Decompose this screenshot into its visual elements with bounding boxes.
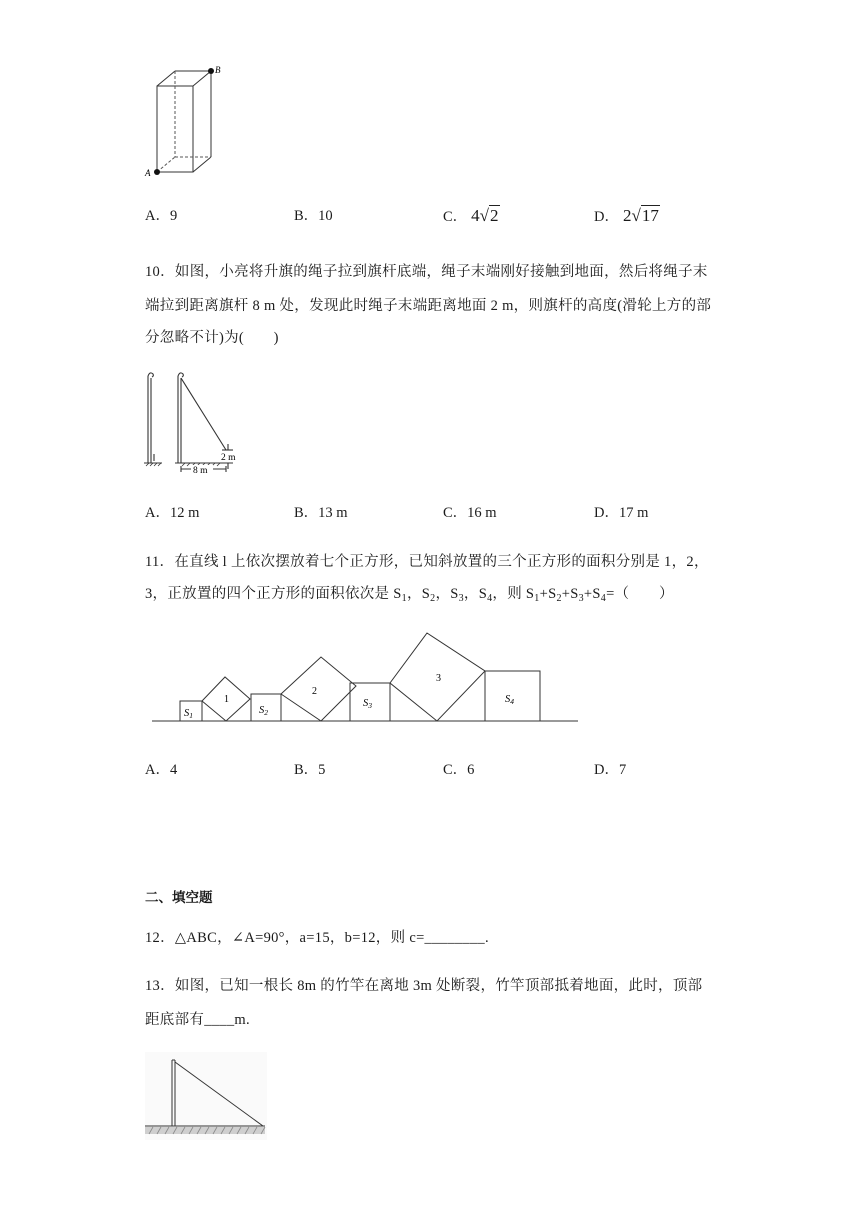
sqrt-icon: √ [479,206,490,225]
bamboo-figure [145,1052,267,1140]
label-a: A [145,168,151,178]
q12-text: 12．△ABC，∠A=90°，a=15，b=12，则 c=________. [145,930,489,946]
flagpole-figure [138,368,248,478]
q13-line-1: 13．如图，已知一根长 8m 的竹竿在离地 3m 处断裂，竹竿顶部抵着地面，此时，顶部 [145,978,703,994]
q11-line-1: 11．在直线 l 上依次摆放着七个正方形，已知斜放置的三个正方形的面积分别是 1，2， [145,554,709,570]
q9-option-b[interactable]: B．10 [294,208,333,224]
q10-line-1: 10．如图，小亮将升旗的绳子拉到旗杆底端，绳子末端刚好接触到地面，然后将绳子末 [145,264,708,280]
q11-option-b[interactable]: B．5 [294,762,326,778]
q10-option-a[interactable]: A．12 m [145,505,200,521]
sqrt-icon: √ [631,206,641,225]
svg-text:S2: S2 [259,705,268,717]
q11-option-c[interactable]: C．6 [443,762,475,778]
tilt-square-2-label: 2 [312,686,317,697]
q9-option-d[interactable]: D． 2√17 [594,206,659,225]
cuboid-figure [140,62,230,182]
q11-line-2: 3，正放置的四个正方形的面积依次是 $S_1$，$S_2$，$S_3$，$S_4$，则 $S_1+S_2+S_3+S_4=$（ ） [145,586,674,604]
measure-8m: 8 m [193,466,208,476]
section-title: 二、填空题 [145,890,213,906]
squares-figure [150,625,582,725]
svg-text:S1: S1 [184,708,193,720]
measure-2m: 2 m [221,453,236,463]
svg-text:S4: S4 [505,694,514,706]
q10-option-b[interactable]: B．13 m [294,505,348,521]
q9-option-a[interactable]: A．9 [145,208,178,224]
q10-line-2: 端拉到距离旗杆 8 m 处，发现此时绳子末端距离地面 2 m，则旗杆的高度(滑轮上方的部 [145,298,712,314]
label-b: B [215,65,221,75]
tilt-square-3-label: 3 [436,673,441,684]
q10-option-d[interactable]: D．17 m [594,505,649,521]
q11-option-d[interactable]: D．7 [594,762,627,778]
q9-option-c[interactable]: C． 4√2 [443,206,499,225]
q10-option-c[interactable]: C．16 m [443,505,497,521]
svg-text:S3: S3 [363,698,372,710]
q13-line-2: 距底部有____m. [145,1012,250,1028]
q10-line-3: 分忽略不计)为( ) [145,330,279,346]
tilt-square-1-label: 1 [224,694,229,705]
q11-option-a[interactable]: A．4 [145,762,178,778]
